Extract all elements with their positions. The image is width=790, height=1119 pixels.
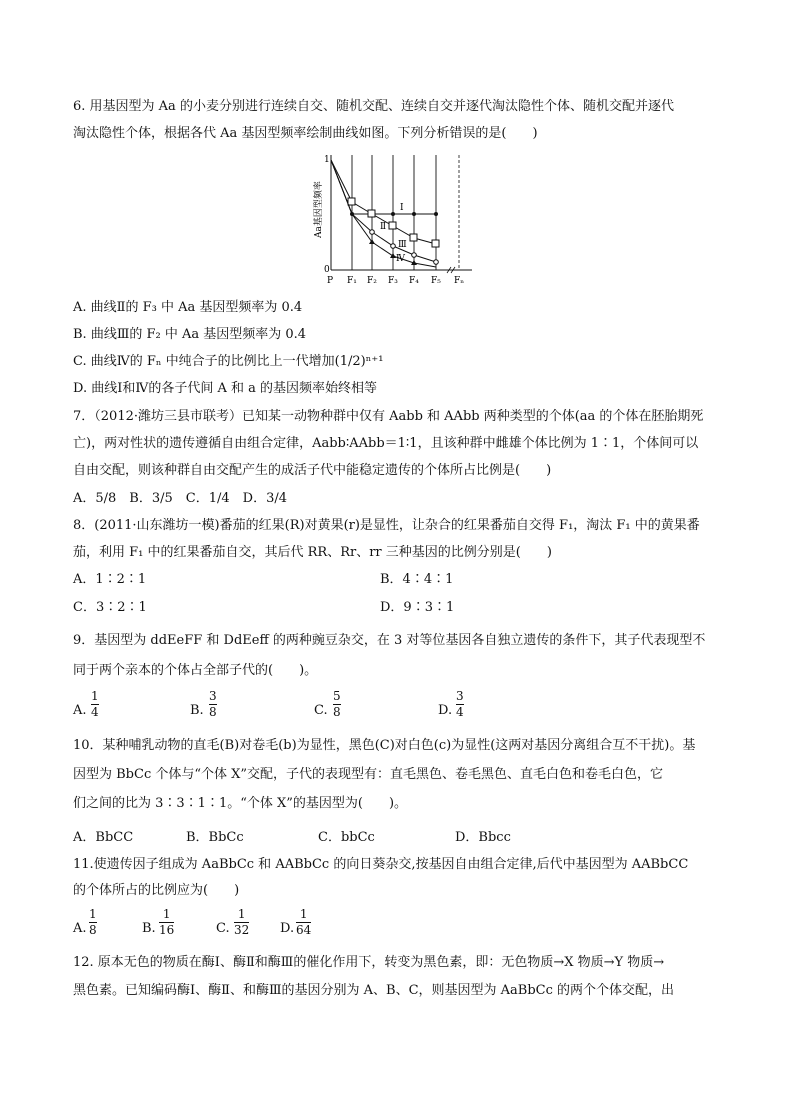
q10-stem-line1: 10．某种哺乳动物的直毛(B)对卷毛(b)为显性，黑色(C)对白色(c)为显性(这两对基因分离组合互不干扰)。基 [73,738,696,753]
q11-option-c-num: 1 [237,907,246,921]
q9-option-a-fraction [91,690,99,719]
q8-option-b: B．4∶4∶1 [380,572,454,587]
q9-option-d-num: 3 [456,689,464,703]
q6-x-tick-Fn: Fₙ [454,276,465,286]
q6-curve-I [331,160,436,214]
q6-stem-line2: 淘汰隐性个体，根据各代 Aa 基因型频率绘制曲线如图。下列分析错误的是( ) [73,126,538,141]
q11-option-a-fraction [89,908,97,937]
q11-option-a-den: 8 [89,923,97,937]
q6-stem-line1: 6. 用基因型为 Aa 的小麦分别进行连续自交、随机交配、连续自交并逐代淘汰隐性个体、随机交配并逐代 [73,99,674,114]
q11-option-b-num: 1 [162,907,171,921]
q9-stem-line2: 同于两个亲本的个体占全部子代的( )。 [73,663,318,678]
q12-stem-line1: 12. 原本无色的物质在酶Ⅰ、酶Ⅱ和酶Ⅲ的催化作用下，转变为黑色素，即：无色物质→X 物质→Y 物质→ [73,955,665,970]
q8-option-c: C．3∶2∶1 [73,600,147,615]
q11-option-d-den: 64 [296,923,312,937]
q6-figure-y-top: 1 [324,155,330,165]
q6-x-tick-F2: F₂ [367,276,377,286]
q12-stem-line2: 黑色素。已知编码酶Ⅰ、酶Ⅱ、和酶Ⅲ的基因分别为 A、B、C，则基因型为 AaBbCc 的两个个体交配，出 [73,983,675,998]
q11-stem-line1: 11.使遗传因子组成为 AaBbCc 和 AABbCc 的向日葵杂交,按基因自由组合定律,后代中基因型为 AABbCC [73,857,689,872]
q7-stem-line1: 7．（2012·潍坊三县市联考）已知某一动物种群中仅有 Aabb 和 AAbb 两种类型的个体(aa 的个体在胚胎期死 [73,409,704,424]
q9-option-b-fraction [209,690,217,719]
q11-option-b-den: 16 [159,923,175,937]
q6-option-a: A. 曲线Ⅱ的 F₃ 中 Aa 基因型频率为 0.4 [73,300,303,315]
q11-option-b-label: B. [142,921,156,936]
q11-option-d-fraction [296,908,311,937]
q6-x-tick-F1: F₁ [347,276,357,286]
q11-option-d-label: D. [280,921,295,936]
q11-stem-line2: 的个体所占的比例应为( ) [73,883,240,898]
q9-option-c-den: 8 [333,705,341,719]
q6-figure-y-zero: 0 [324,265,330,275]
q11-option-c-den: 32 [234,923,250,937]
q9-option-c-label: C. [314,703,328,718]
q8-option-d: D．9∶3∶1 [380,600,455,615]
q10-option-d: D．Bbcc [455,830,511,845]
q7-stem-line3: 自由交配，则该种群自由交配产生的成活子代中能稳定遗传的个体所占比例是( ) [73,463,552,478]
q10-option-b: B．BbCc [186,830,244,845]
q10-option-c: C．bbCc [318,830,375,845]
q6-curve-III [331,160,436,262]
q8-option-a: A．1∶2∶1 [73,572,147,587]
q11-option-b-fraction [159,908,174,937]
q8-stem-line2: 茄，利用 F₁ 中的红果番茄自交，其后代 RR、Rr、rr 三种基因的比例分别是( ) [73,545,552,560]
q9-option-c-num: 5 [333,689,341,703]
q8-stem-line1: 8．(2011·山东潍坊一模)番茄的红果(R)对黄果(r)是显性，让杂合的红果番茄自交得 F₁，淘汰 F₁ 中的黄果番 [73,518,700,533]
q11-option-a-label: A. [73,921,87,936]
q9-option-b-num: 3 [209,689,217,703]
q6-figure-ylabel: Aa基因型频率 [314,181,324,238]
q6-x-tick-F3: F₃ [388,276,398,286]
q7-stem-line2: 亡)，两对性状的遗传遵循自由组合定律，Aabb∶AAbb＝1∶1，且该种群中雌雄个体比例为 1∶1，个体间可以 [73,436,699,451]
q6-figure [300,150,485,290]
q7-options: A．5/8 B．3/5 C．1/4 D．3/4 [73,491,287,506]
q6-curve-label-I: Ⅰ [400,203,404,213]
q11-option-c-label: C. [216,921,230,936]
q9-option-b-label: B. [190,703,204,718]
q6-curve-label-II: Ⅱ [380,222,387,232]
q6-x-tick-F5: F₅ [431,276,441,286]
q9-option-b-den: 8 [209,705,217,719]
q11-option-c-fraction [234,908,249,937]
q9-option-a-den: 4 [91,705,99,719]
q9-option-d-fraction [456,690,464,719]
q9-option-a-num: 1 [91,689,99,703]
q6-curve-label-IV: Ⅳ [396,254,405,264]
q10-option-a: A．BbCC [73,830,134,845]
q9-option-a-label: A. [73,703,87,718]
q11-option-a-num: 1 [89,907,97,921]
q9-option-d-label: D. [438,703,453,718]
q10-stem-line2: 因型为 BbCc 个体与“个体 X”交配，子代的表现型有：直毛黑色、卷毛黑色、直毛白色和卷毛白色，它 [73,767,664,782]
q9-option-d-den: 4 [456,705,464,719]
q6-option-c: C. 曲线Ⅳ的 Fₙ 中纯合子的比例比上一代增加(1/2)ⁿ⁺¹ [73,354,384,369]
q6-x-tick-P: P [327,276,334,286]
q9-stem-line1: 9．基因型为 ddEeFF 和 DdEeff 的两种豌豆杂交，在 3 对等位基因各自独立遗传的条件下，其子代表现型不 [73,633,706,648]
q10-stem-line3: 们之间的比为 3∶3∶1∶1。“个体 X”的基因型为( )。 [73,796,408,811]
q6-option-d: D. 曲线Ⅰ和Ⅳ的各子代间 A 和 a 的基因频率始终相等 [73,381,378,396]
q6-option-b: B. 曲线Ⅲ的 F₂ 中 Aa 基因型频率为 0.4 [73,327,307,342]
q6-curve-label-III: Ⅲ [398,240,407,250]
q9-option-c-fraction [333,690,341,719]
q6-x-tick-F4: F₄ [409,276,419,286]
q11-option-d-num: 1 [299,907,308,921]
